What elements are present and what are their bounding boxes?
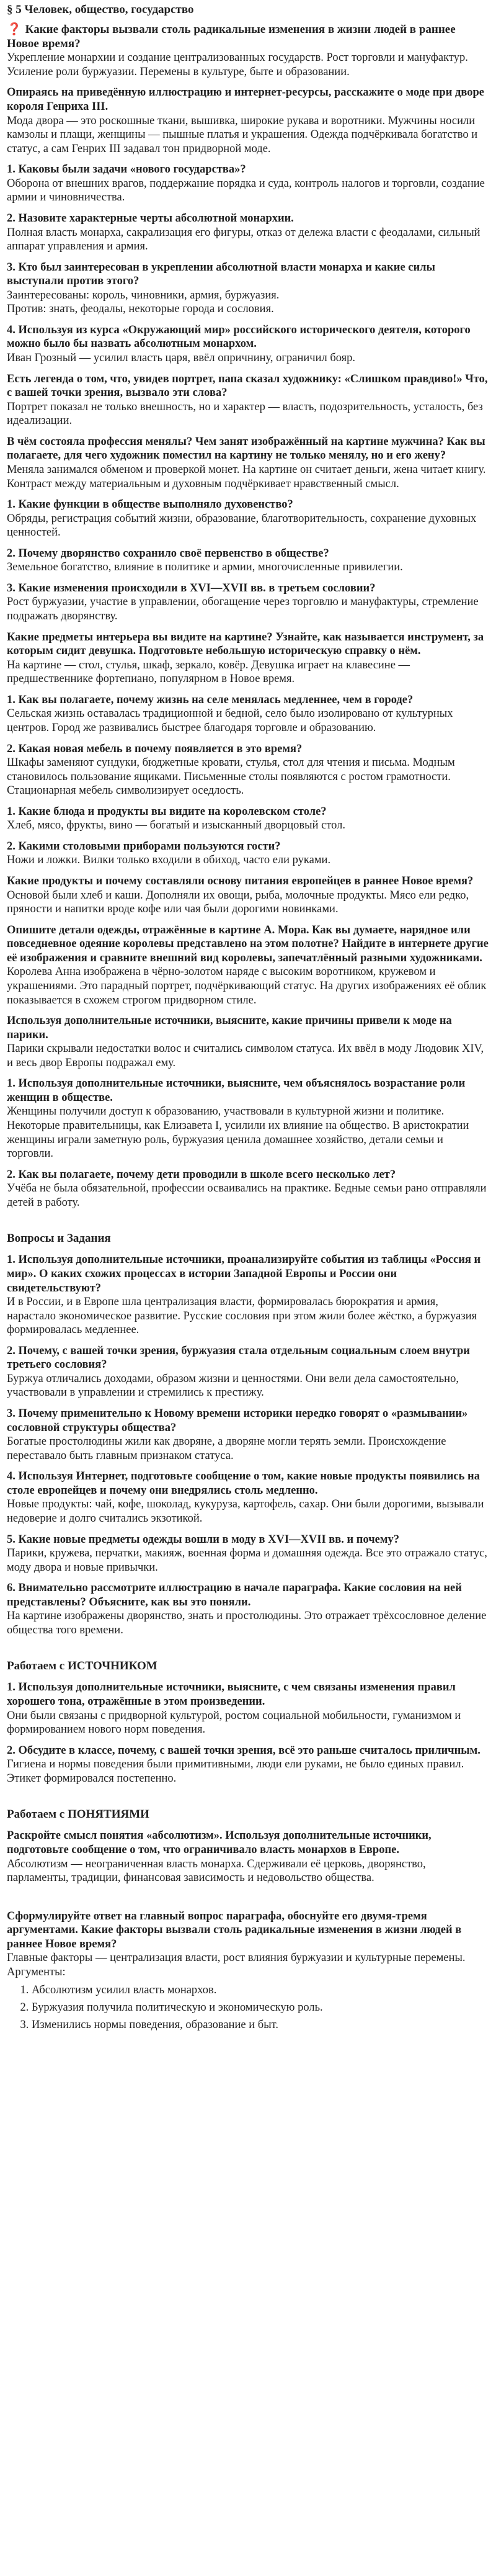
question: Какие предметы интерьера вы видите на картине? Узнайте, как называется инструмент, за которым сидит девушка. Подготовьте небольшую историческую справку о нём. <box>7 631 484 658</box>
question: 2. Почему дворянство сохранило своё первенство в обществе? <box>7 547 329 560</box>
question: 1. Используя дополнительные источники, выясните, чем объяснялось возрастание роли женщин в обществе. <box>7 1077 466 1104</box>
answer: Иван Грозный — усилил власть царя, ввёл опричнину, ограничил бояр. <box>7 352 356 365</box>
answer: Основой были хлеб и каши. Дополняли их овощи, рыба, молочные продукты. Мясо ели редко, пряности и напитки вроде кофе или чая были дорогими новинками. <box>7 889 469 916</box>
answer: Женщины получили доступ к образованию, участвовали в культурной жизни и политике. Некоторые правительницы, как Елизавета I, усилили их влияние на общество. В аристократии женщины играли заметную роль, буржуазия ценила домашнее хозяйство, детали семьи и торговли. <box>7 1105 469 1160</box>
arguments-label: Аргументы: <box>7 1965 66 1978</box>
section-heading-tasks: Вопросы и Задания <box>7 1232 111 1245</box>
question: 2. Обсудите в классе, почему, с вашей точки зрения, всё это раньше считалось приличным. <box>7 1744 480 1757</box>
answer: Заинтересованы: король, чиновники, армия, буржуазия. Против: знать, феодалы, некоторые города и сословия. <box>7 289 280 316</box>
final-question: Сформулируйте ответ на главный вопрос параграфа, обоснуйте его двумя-тремя аргументами. Какие факторы вызвали столь радикальные изменения в жизни людей в раннее Новое время? <box>7 1910 462 1950</box>
answer: Абсолютизм — неограниченная власть монарха. Сдерживали её церковь, дворянство, парламенты, традиции, финансовая зависимость и недовольство общества. <box>7 1857 426 1885</box>
answer: На картине изображены дворянство, знать и простолюдины. Это отражает трёхсословное деление общества того времени. <box>7 1610 487 1636</box>
answer: Учёба не была обязательной, профессии осваивались на практике. Бедные семьи рано отправляли детей в работу. <box>7 1182 487 1209</box>
qa-section-concepts <box>7 1829 489 1885</box>
answer: Сельская жизнь оставалась традиционной и бедной, село было изолировано от культурных центров. Город же развивались быстрее благодаря торговле и образованию. <box>7 707 453 734</box>
question: 4. Используя Интернет, подготовьте сообщение о том, какие новые продукты появились на столе европейцев и почему они внедрялись столь медленно. <box>7 1470 480 1497</box>
final-answer: Главные факторы — централизация власти, рост влияния буржуазии и культурные перемены. <box>7 1952 466 1965</box>
question: 4. Используя из курса «Окружающий мир» российского исторического деятеля, которого можно было бы назвать абсолютным монархом. <box>7 323 471 351</box>
question: 1. Используя дополнительные источники, выясните, с чем связаны изменения правил хорошего тона, отражённые в этом произведении. <box>7 1681 456 1708</box>
answer: Они были связаны с придворной культурой, ростом социальной мобильности, гуманизмом и формированием нового норм поведения. <box>7 1709 461 1736</box>
answer: Парики скрывали недостатки волос и считались символом статуса. Их ввёл в моду Людовик XIV, и весь двор Европы подражал ему. <box>7 1043 484 1069</box>
answer: Шкафы заменяют сундуки, бюджетные кровати, стулья, стол для чтения и письма. Модным становилось пользование ящиками. Письменные столы появляются с ростом грамотности. Стационарная мебель символизирует оседлость. <box>7 756 455 797</box>
question: 3. Кто был заинтересован в укреплении абсолютной власти монарха и какие силы выступали против этого? <box>7 261 435 288</box>
main-question <box>7 22 489 51</box>
answer: Меняла занимался обменом и проверкой монет. На картине он считает деньги, жена читает книгу. Контраст между материальным и духовным подчёркивает нравственный смысл. <box>7 463 486 490</box>
question: 1. Каковы были задачи «нового государства»? <box>7 163 246 176</box>
question: Есть легенда о том, что, увидев портрет, папа сказал художнику: «Слишком правдиво!» Что, с вашей точки зрения, вызвало эти слова? <box>7 372 488 400</box>
question: 1. Какие блюда и продукты вы видите на королевском столе? <box>7 805 327 818</box>
question: 5. Какие новые предметы одежды вошли в моду в XVI—XVII вв. и почему? <box>7 1533 399 1546</box>
question: 2. Назовите характерные черты абсолютной монархии. <box>7 212 294 225</box>
question: 1. Какие функции в обществе выполняло духовенство? <box>7 498 293 511</box>
answer: Рост буржуазии, участие в управлении, обогащение через торговлю и мануфактуры, стремление подражать дворянству. <box>7 596 479 623</box>
answer: Парики, кружева, перчатки, макияж, военная форма и домашняя одежда. Все это отражало статус, моду двора и новые привычки. <box>7 1547 487 1574</box>
question: 3. Какие изменения происходили в XVI—XVII вв. в третьем сословии? <box>7 581 376 595</box>
answer: Королева Анна изображена в чёрно-золотом наряде с высоким воротником, кружевом и украшениями. Это парадный портрет, подчёркивающий статус. На других изображениях её облик показывается в схожем строгом придворном стиле. <box>7 966 487 1007</box>
argument-item: 2. Буржуазия получила политическую и экономическую роль. <box>32 1999 489 2017</box>
answer: Портрет показал не только внешность, но и характер — власть, подозрительность, усталость, без идеализации. <box>7 400 483 428</box>
question-mark-icon: ❓ <box>7 23 22 36</box>
answer: Гигиена и нормы поведения были примитивными, люди ели руками, не было единых правил. Этикет формировался постепенно. <box>7 1758 464 1785</box>
question: 2. Какими столовыми приборами пользуются гости? <box>7 840 281 853</box>
question: Какие продукты и почему составляли основу питания европейцев в раннее Новое время? <box>7 875 474 888</box>
answer: И в России, и в Европе шла централизация власти, формировалась бюрократия и армия, нарастало экономическое развитие. Русские сословия при этом жили более жёстко, а буржуазия формировалась медленнее. <box>7 1296 477 1337</box>
question: Опишите детали одежды, отражённые в картине А. Мора. Как вы думаете, нарядное или повседневное одеяние королевы представлено на этом полотне? Найдите в интернете другие её изображения и сравните внешний вид королевы, запечатлённый разными художниками. <box>7 923 489 964</box>
answer: Земельное богатство, влияние в политике и армии, многочисленные привилегии. <box>7 561 403 574</box>
section-heading-concepts: Работаем с ПОНЯТИЯМИ <box>7 1808 149 1821</box>
answer: Ножи и ложки. Вилки только входили в обиход, часто ели руками. <box>7 854 331 867</box>
qa-section-tasks <box>7 1253 489 1637</box>
question: 2. Какая новая мебель в почему появляется в это время? <box>7 742 303 755</box>
question: Используя дополнительные источники, выясните, какие причины привели к моде на парики. <box>7 1015 452 1041</box>
section-heading-source: Работаем с ИСТОЧНИКОМ <box>7 1659 157 1673</box>
question: 2. Почему, с вашей точки зрения, буржуазия стала отдельным социальным слоем внутри третьего сословия? <box>7 1344 470 1371</box>
question: Раскройте смысл понятия «абсолютизм». Используя дополнительные источники, подготовьте сообщение о том, что ограничивало власть монархов в Европе. <box>7 1829 432 1856</box>
question: Опираясь на приведённую иллюстрацию и интернет-ресурсы, расскажите о моде при дворе короля Генриха III. <box>7 86 484 114</box>
argument-item: 1. Абсолютизм усилил власть монархов. <box>32 1982 489 1999</box>
arguments-list <box>7 1982 489 2034</box>
question: 2. Как вы полагаете, почему дети проводили в школе всего несколько лет? <box>7 1168 396 1181</box>
question: В чём состояла профессия менялы? Чем занят изображённый на картине мужчина? Как вы полагаете, для чего художник поместил на картину не только менялу, но и его жену? <box>7 435 485 462</box>
answer: Мода двора — это роскошные ткани, вышивка, широкие рукава и воротники. Мужчины носили камзолы и плащи, женщины — пышные платья и украшения. Одежда подчёркивала богатство и статус, а сам Генрих III задавал тон придворной моде. <box>7 114 478 155</box>
qa-section-source <box>7 1681 489 1785</box>
answer: Буржуа отличались доходами, образом жизни и ценностями. Они вели дела самостоятельно, участвовали в управлении и стремились к престижу. <box>7 1372 459 1399</box>
question: 6. Внимательно рассмотрите иллюстрацию в начале параграфа. Какие сословия на ней представлены? Объясните, как вы это поняли. <box>7 1582 462 1609</box>
answer: Обряды, регистрация событий жизни, образование, благотворительность, сохранение духовных ценностей. <box>7 512 477 539</box>
answer: Укрепление монархии и создание централизованных государств. Рост торговли и мануфактур. Усиление роли буржуазии. Перемены в культуре, быте и образовании. <box>7 52 468 78</box>
answer: На картине — стол, стулья, шкаф, зеркало, ковёр. Девушка играет на клавесине — предшественнике фортепиано, популярном в Новое время. <box>7 658 410 686</box>
qa-section <box>7 51 489 1209</box>
argument-item: 3. Изменились нормы поведения, образование и быт. <box>32 2017 489 2034</box>
question: 1. Используя дополнительные источники, проанализируйте события из таблицы «Россия и мир». О каких схожих процессах в истории Западной Европы и России они свидетельствуют? <box>7 1254 481 1295</box>
question: 3. Почему применительно к Новому времени историки нередко говорят о «размывании» сословной структуры общества? <box>7 1407 468 1434</box>
answer: Богатые простолюдины жили как дворяне, а дворяне могли терять земли. Происхождение переставало быть главным признаком статуса. <box>7 1435 446 1462</box>
answer: Оборона от внешних врагов, поддержание порядка и суда, контроль налогов и торговли, создание армии и чиновничества. <box>7 177 485 204</box>
answer: Полная власть монарха, сакрализация его фигуры, отказ от дележа власти с феодалами, сильный аппарат управления и армия. <box>7 226 480 253</box>
question: 1. Как вы полагаете, почему жизнь на селе менялась медленнее, чем в городе? <box>7 693 414 706</box>
main-question-text: Какие факторы вызвали столь радикальные изменения в жизни людей в раннее Новое время? <box>7 23 456 51</box>
page-title: § 5 Человек, общество, государство <box>7 3 194 16</box>
answer: Новые продукты: чай, кофе, шоколад, кукуруза, картофель, сахар. Они были дорогими, вызывали недоверие и долго считались экзотикой. <box>7 1498 484 1525</box>
answer: Хлеб, мясо, фрукты, вино — богатый и изысканный дворцовый стол. <box>7 819 346 832</box>
